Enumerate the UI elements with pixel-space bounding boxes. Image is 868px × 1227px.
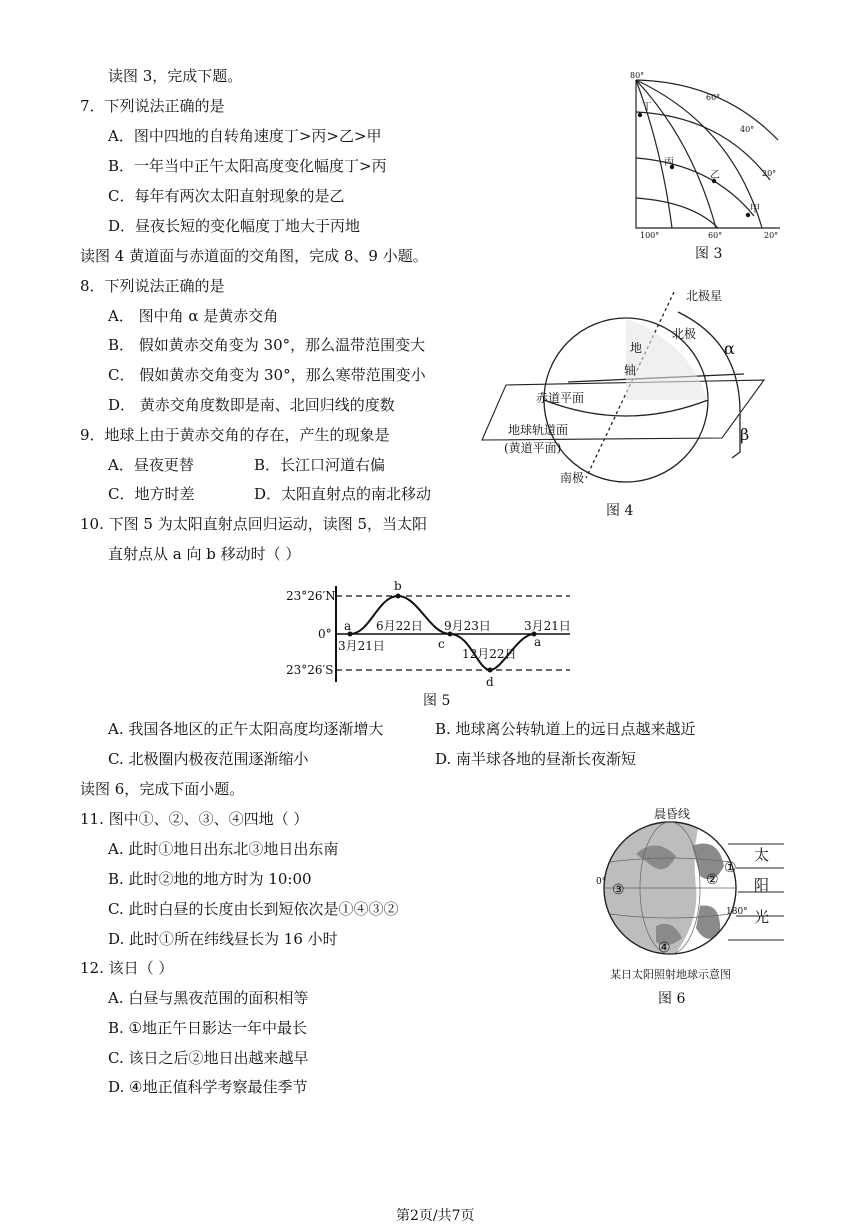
q10-option-b[interactable]: B. 地球离公转轨道上的远日点越来越近 [435,720,696,738]
figure-4-obliquity [478,282,778,492]
page-footer: 第2页/共7页 [396,1208,475,1224]
q9-option-a[interactable]: A．昼夜更替 [108,456,194,474]
fig3-lat-80: 80° [630,71,645,80]
fig5-label-zero: 0° [318,627,332,641]
fig6-180: 180° [726,907,748,917]
figure-5-caption: 图 5 [423,693,451,709]
q7-option-d[interactable]: D．昼夜长短的变化幅度丁地大于丙地 [108,217,361,235]
fig5-date-mar21-2: 3月21日 [524,619,571,633]
fig4-earth-axis-2: 轴 [624,363,637,377]
fig3-lon-100: 100° [640,231,660,240]
fig3-point-jia: 甲 [750,204,760,215]
figure-6-caption: 图 6 [658,991,686,1007]
fig3-lon-20: 20° [764,231,779,240]
figure-5-declination [286,578,580,690]
q12-option-d[interactable]: D. ④地正值科学考察最佳季节 [108,1078,308,1096]
q9-option-b[interactable]: B．长江口河道右偏 [254,456,386,474]
q12-stem: 12. 该日（ ） [80,959,174,977]
q11-option-b[interactable]: B. 此时②地的地方时为 10:00 [108,870,312,888]
fig4-beta: β [740,425,750,444]
q10-stem-line1: 10. 下图 5 为太阳直射点回归运动，读图 5，当太阳 [80,515,428,533]
q11-12-intro: 读图 6，完成下面小题。 [80,780,245,798]
q8-option-a[interactable]: A． 图中角 α 是黄赤交角 [108,307,279,325]
q8-option-c[interactable]: C． 假如黄赤交角变为 30°，那么寒带范围变小 [108,366,426,384]
q11-option-a[interactable]: A. 此时①地日出东北③地日出东南 [108,840,339,858]
q11-option-d[interactable]: D. 此时①所在纬线昼长为 16 小时 [108,930,338,948]
fig5-point-d: d [486,675,494,689]
q8-option-d[interactable]: D． 黄赤交角度数即是南、北回归线的度数 [108,396,395,414]
fig5-label-s: 23°26′S [286,663,334,677]
fig5-point-c: c [438,637,445,651]
fig6-sun-3: 光 [754,908,770,926]
q7-option-b[interactable]: B．一年当中正午太阳高度变化幅度丁>丙 [108,157,387,175]
fig6-point-3: ③ [612,882,625,898]
fig3-lat-60: 60° [706,93,721,102]
figure-3-grid [622,70,792,270]
q9-stem: 9．地球上由于黄赤交角的存在，产生的现象是 [80,426,390,444]
fig5-date-jun22: 6月22日 [376,619,423,633]
q10-stem-line2: 直射点从 a 向 b 移动时（ ） [108,545,301,563]
figure-6-globe [596,806,788,986]
fig6-zero: 0° [596,877,607,887]
q11-option-c[interactable]: C. 此时白昼的长度由长到短依次是①④③② [108,900,399,918]
q10-option-d[interactable]: D. 南半球各地的昼渐长夜渐短 [435,750,637,768]
fig6-sun-1: 太 [754,846,770,864]
fig3-lat-40: 40° [740,125,755,134]
fig5-point-a: a [344,619,352,633]
fig5-date-mar21: 3月21日 [338,639,385,653]
q10-option-a[interactable]: A. 我国各地区的正午太阳高度均逐渐增大 [108,720,384,738]
fig4-north-pole: 北极 [672,327,697,341]
q11-stem: 11. 图中①、②、③、④四地（ ） [80,810,309,828]
fig5-point-a2: a [534,635,542,649]
fig4-south-pole: 南极 [560,471,585,485]
q7-intro: 读图 3，完成下题。 [108,67,243,85]
q8-stem: 8．下列说法正确的是 [80,277,225,295]
q7-stem: 7．下列说法正确的是 [80,97,225,115]
fig4-equator-plane: 赤道平面 [536,391,585,405]
figure-3-caption: 图 3 [695,246,723,262]
q12-option-a[interactable]: A. 白昼与黑夜范围的面积相等 [108,989,309,1007]
q8-option-b[interactable]: B． 假如黄赤交角变为 30°，那么温带范围变大 [108,336,426,354]
q9-option-d[interactable]: D．太阳直射点的南北移动 [254,485,432,503]
fig4-polaris: 北极星 [686,289,723,303]
figure-4-caption: 图 4 [606,503,634,519]
fig6-point-4: ④ [658,940,671,956]
q7-option-a[interactable]: A．图中四地的自转角速度丁>丙>乙>甲 [108,127,382,145]
fig4-orbit-plane-2: (黄道平面) [504,441,562,455]
fig3-lat-20: 20° [762,169,777,178]
fig4-alpha: α [724,339,735,358]
fig3-point-yi: 乙 [710,170,720,181]
fig5-date-sep23: 9月23日 [444,619,491,633]
fig4-orbit-plane-1: 地球轨道面 [508,423,569,437]
q10-option-c[interactable]: C. 北极圈内极夜范围逐渐缩小 [108,750,309,768]
fig6-terminator-label: 晨昏线 [654,807,691,821]
q12-option-c[interactable]: C. 该日之后②地日出越来越早 [108,1049,309,1067]
q9-option-c[interactable]: C．地方时差 [108,485,195,503]
fig3-point-ding: 丁 [642,102,652,113]
q12-option-b[interactable]: B. ①地正午日影达一年中最长 [108,1019,308,1037]
fig4-earth-axis-1: 地 [630,341,643,355]
fig5-point-b: b [394,579,402,593]
fig3-point-bing: 丙 [664,157,674,168]
fig6-sun-2: 阳 [754,876,770,894]
fig5-label-n: 23°26′N [286,589,336,603]
fig3-lon-60: 60° [708,231,723,240]
fig5-date-dec22: 12月22日 [462,647,517,661]
fig6-point-2: ② [706,872,719,888]
fig6-subtitle: 某日太阳照射地球示意图 [610,968,731,981]
q7-option-c[interactable]: C．每年有两次太阳直射现象的是乙 [108,187,345,205]
q8-9-intro: 读图 4 黄道面与赤道面的交角图，完成 8、9 小题。 [80,247,428,265]
fig6-point-1: ① [724,860,737,876]
